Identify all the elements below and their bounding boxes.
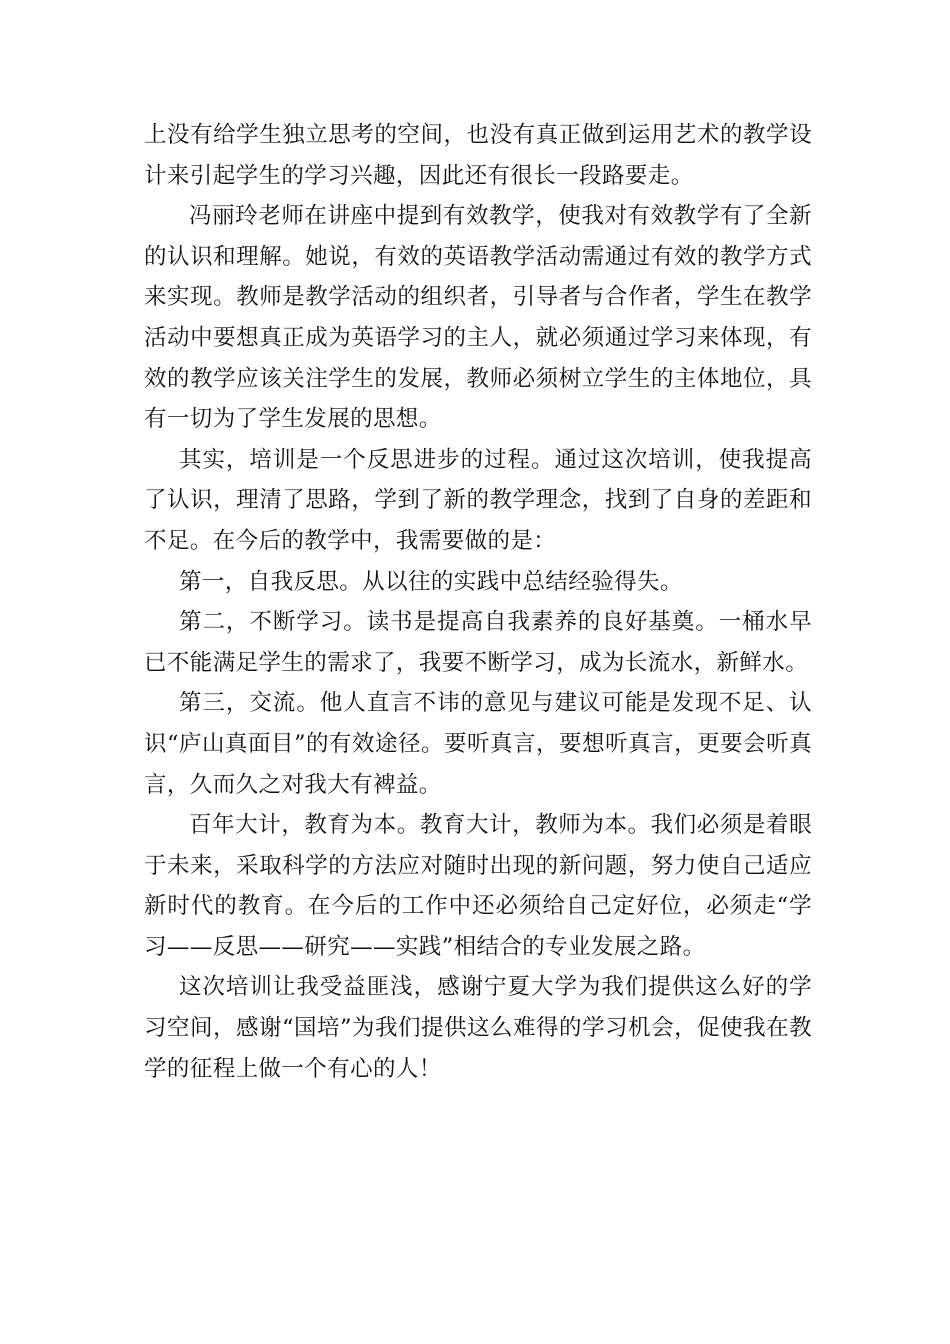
document-body (144, 115, 812, 1089)
paragraph-first-point: 第一，自我反思。从以往的实践中总结经验得失。 (179, 568, 683, 595)
paragraph-third-point: 第三，交流。他人直言不讳的意见与建议可能是发现不足、认识“庐山真面目”的有效途径。要听真言，要想听真言，更要会听真言，久而久之对我大有裨益。 (144, 690, 812, 798)
paragraph-education-foundation: 百年大计，教育为本。教育大计，教师为本。我们必须是着眼于未来，采取科学的方法应对随时出现的新问题，努力使自己适应新时代的教育。在今后的工作中还必须给自己定好位，必须走“学习——反思——研究——实践”相结合的专业发展之路。 (144, 812, 812, 960)
paragraph-continuation: 上没有给学生独立思考的空间，也没有真正做到运用艺术的教学设计来引起学生的学习兴趣，因此还有很长一段路要走。 (144, 122, 812, 189)
paragraph-closing-thanks: 这次培训让我受益匪浅，感谢宁夏大学为我们提供这么好的学习空间，感谢“国培”为我们提供这么难得的学习机会，促使我在教学的征程上做一个有心的人！ (144, 974, 812, 1082)
paragraph-second-point: 第二，不断学习。读书是提高自我素养的良好基奠。一桶水早已不能满足学生的需求了，我要不断学习，成为长流水，新鲜水。 (144, 609, 812, 676)
paragraph-effective-teaching: 冯丽玲老师在讲座中提到有效教学，使我对有效教学有了全新的认识和理解。她说，有效的英语教学活动需通过有效的教学方式来实现。教师是教学活动的组织者，引导者与合作者，学生在教学活动中要想真正成为英语学习的主人，就必须通过学习来体现，有效的教学应该关注学生的发展，教师必须树立学生的主体地位，具有一切为了学生发展的思想。 (144, 203, 812, 433)
paragraph-reflection-process: 其实，培训是一个反思进步的过程。通过这次培训，使我提高了认识，理清了思路，学到了新的教学理念，找到了自身的差距和不足。在今后的教学中，我需要做的是： (144, 446, 812, 554)
